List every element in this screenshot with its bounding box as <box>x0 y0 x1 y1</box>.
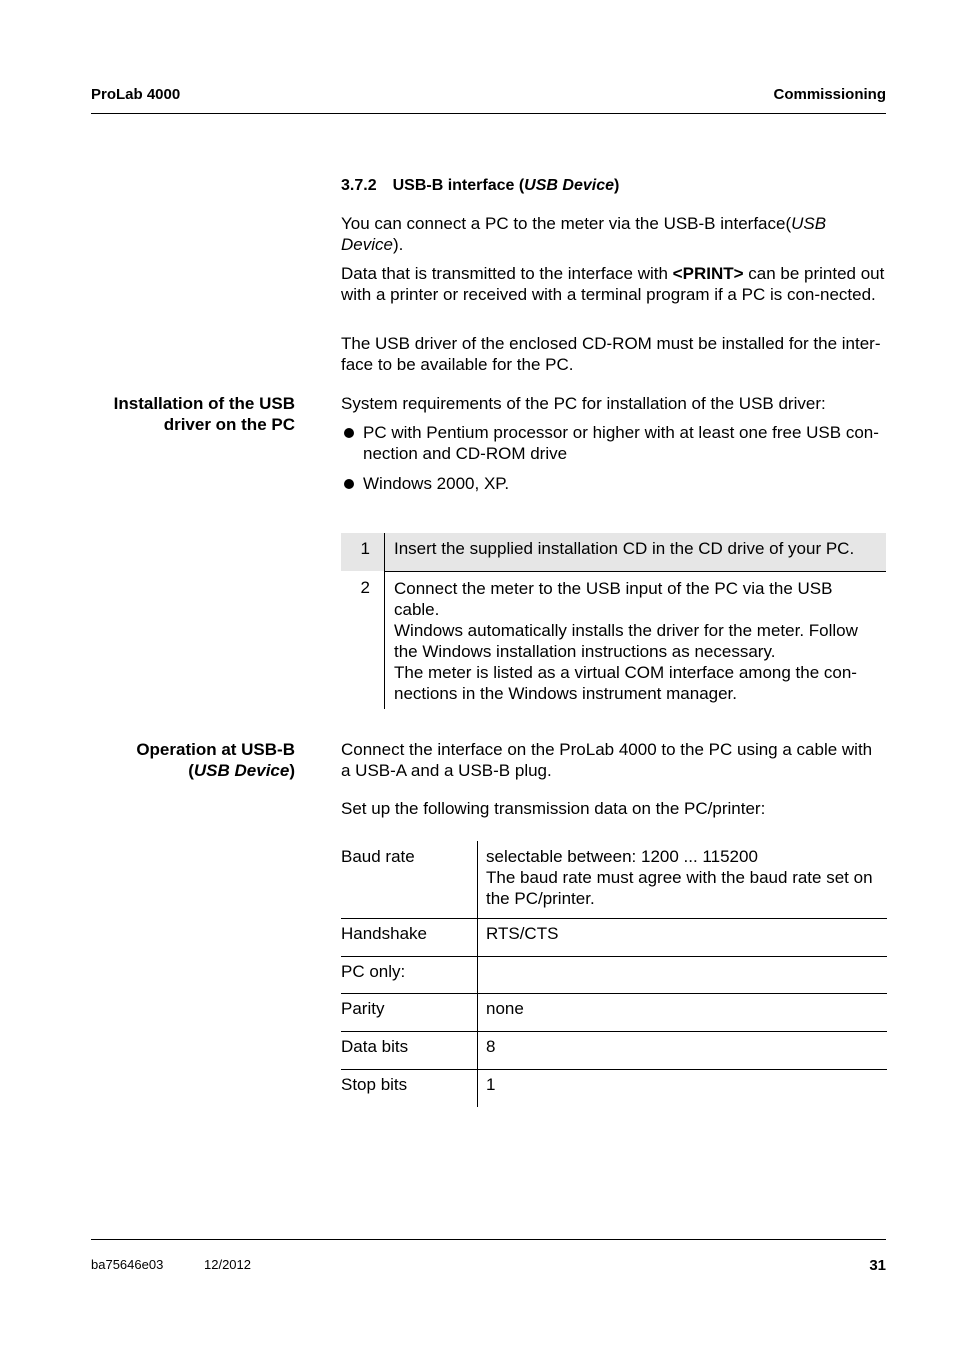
table-cell-key: Stop bits <box>341 1070 478 1108</box>
intro-paragraph-3: The USB driver of the enclosed CD-ROM must be installed for the inter-face to be available for the PC. <box>341 334 881 374</box>
section-title-suffix: ) <box>614 177 620 194</box>
table-cell-value: RTS/CTS <box>478 919 888 957</box>
intro-paragraph-2: Data that is transmitted to the interface with <PRINT> can be printed out with a printer or received with a terminal program if a PC is con-nected. <box>341 264 885 304</box>
table-row <box>341 841 887 919</box>
transmission-data-table <box>341 841 887 1107</box>
section-title-prefix: USB-B interface ( <box>392 177 525 194</box>
intro-paragraph-1: You can connect a PC to the meter via the USB-B interface(USB Device). <box>341 214 827 254</box>
footer-doc-id: ba75646e03 <box>91 1257 164 1272</box>
requirements-text: System requirements of the PC for installation of the USB driver: <box>341 394 826 413</box>
table-cell-key: Baud rate <box>341 841 478 919</box>
header-chapter: Commissioning <box>773 86 886 103</box>
section-title-italic: USB Device <box>524 177 614 194</box>
table-row <box>341 1032 887 1070</box>
bullet-icon <box>344 479 354 489</box>
table-cell-key: Data bits <box>341 1032 478 1070</box>
table-row <box>341 533 886 571</box>
step-number: 2 <box>360 578 370 597</box>
table-cell-value: 1 <box>478 1070 888 1108</box>
installation-steps-table <box>341 533 886 709</box>
step-number: 1 <box>360 539 370 558</box>
table-row <box>341 919 887 957</box>
step-text: Connect the meter to the USB input of the PC via the USB cable. Windows automatically installs the driver for the meter. Follow the Windows installation instructions as necessary. The meter is listed as a virtual COM interface among the con- nections in the Windows instrument manager. <box>394 578 858 703</box>
print-key: <PRINT> <box>672 264 744 283</box>
section-heading <box>341 177 619 195</box>
table-cell-value: none <box>478 994 888 1032</box>
footer-rule <box>91 1239 886 1240</box>
header-product: ProLab 4000 <box>91 86 181 103</box>
footer-date: 12/2012 <box>204 1257 251 1272</box>
page-number: 31 <box>869 1257 886 1274</box>
table-cell-key: PC only: <box>341 957 478 994</box>
operation-paragraph-2: Set up the following transmission data on the PC/printer: <box>341 799 766 818</box>
header-rule <box>91 113 886 114</box>
step-text: Insert the supplied installation CD in the CD drive of your PC. <box>394 539 855 558</box>
table-cell-value: 8 <box>478 1032 888 1070</box>
list-item: Windows 2000, XP. <box>341 473 886 494</box>
operation-label: Operation at USB-B (USB Device) <box>136 740 295 780</box>
table-cell-value: selectable between: 1200 ... 115200 The baud rate must agree with the baud rate set on the PC/printer. <box>486 847 873 908</box>
list-item: PC with Pentium processor or higher with at least one free USB con-nection and CD-ROM drive <box>341 422 886 464</box>
bullet-icon <box>344 428 354 438</box>
table-row <box>341 994 887 1032</box>
operation-paragraph-1: Connect the interface on the ProLab 4000 to the PC using a cable with a USB-A and a USB-B plug. <box>341 740 873 780</box>
table-row <box>341 1070 887 1108</box>
table-cell-value <box>478 957 888 994</box>
table-row <box>341 957 887 994</box>
table-row <box>341 571 886 709</box>
installation-label: Installation of the USB driver on the PC <box>113 394 295 434</box>
table-cell-key: Handshake <box>341 919 478 957</box>
section-number: 3.7.2 <box>341 177 377 194</box>
table-cell-key: Parity <box>341 994 478 1032</box>
